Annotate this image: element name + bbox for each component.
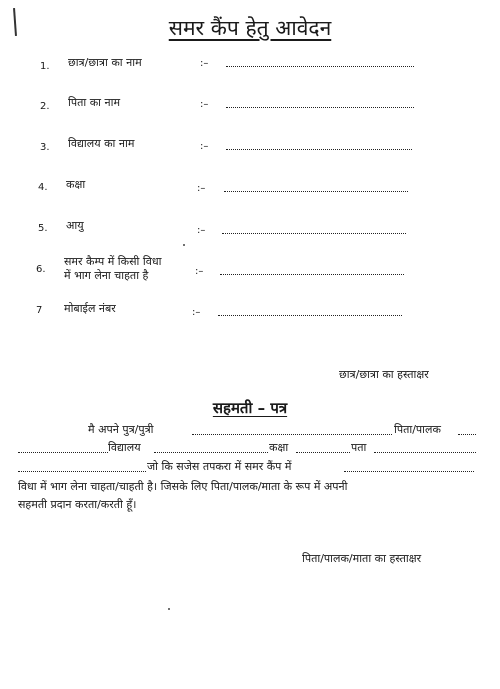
field-separator: :– bbox=[197, 225, 206, 236]
field-number: 6. bbox=[36, 264, 46, 275]
field-number: 7 bbox=[36, 305, 43, 316]
field-label-mobile-number: मोबाईल नंबर bbox=[64, 302, 116, 315]
school-name-input-line[interactable] bbox=[226, 149, 412, 150]
activity-name-input-line[interactable] bbox=[344, 471, 474, 472]
guardian-name-input-line[interactable] bbox=[458, 434, 476, 435]
school-input-line[interactable] bbox=[154, 452, 268, 453]
field-label-activity-line1: समर कैम्प में किसी विधा bbox=[64, 255, 162, 268]
field-separator: :– bbox=[197, 183, 206, 194]
consent-class-input-line[interactable] bbox=[296, 452, 350, 453]
field-label-father-name: पिता का नाम bbox=[68, 96, 121, 109]
field-label-school-name: विद्यालय का नाम bbox=[68, 137, 135, 150]
guardian-name-cont-input-line[interactable] bbox=[18, 452, 108, 453]
activity-input-line[interactable] bbox=[220, 274, 404, 275]
age-input-line[interactable] bbox=[222, 233, 406, 234]
field-number: 2. bbox=[40, 101, 50, 112]
father-name-input-line[interactable] bbox=[226, 107, 414, 108]
student-signature-label: छात्र/छात्रा का हस्ताक्षर bbox=[339, 368, 429, 381]
field-number: 3. bbox=[40, 142, 50, 153]
consent-line4: विधा में भाग लेना चाहता/चाहती है। जिसके लिए पिता/पालक/माता के रूप में अपनी bbox=[18, 480, 348, 493]
field-separator: :– bbox=[200, 99, 209, 110]
address-input-line[interactable] bbox=[374, 452, 476, 453]
student-name-input-line[interactable] bbox=[226, 66, 414, 67]
class-input-line[interactable] bbox=[224, 191, 408, 192]
field-separator: :– bbox=[192, 307, 201, 318]
consent-line1-start: मै अपने पुत्र/पुत्री bbox=[88, 423, 154, 436]
consent-school-label: विद्यालय bbox=[108, 441, 141, 454]
guardian-signature-label: पिता/पालक/माता का हस्ताक्षर bbox=[302, 552, 422, 565]
consent-line5: सहमती प्रदान करता/करती हूँ। bbox=[18, 498, 137, 511]
address-cont-input-line[interactable] bbox=[18, 471, 146, 472]
field-separator: :– bbox=[200, 141, 209, 152]
consent-class-label: कक्षा bbox=[269, 441, 289, 454]
child-name-input-line[interactable] bbox=[192, 434, 392, 435]
consent-line1-end: पिता/पालक bbox=[394, 423, 441, 436]
field-label-activity-line2: में भाग लेना चाहता है bbox=[64, 269, 149, 282]
field-number: 4. bbox=[38, 182, 48, 193]
field-number: 5. bbox=[38, 223, 48, 234]
field-number: 1. bbox=[40, 61, 50, 72]
ink-speck bbox=[168, 608, 170, 610]
consent-address-label: पता bbox=[351, 441, 367, 454]
mobile-number-input-line[interactable] bbox=[218, 315, 402, 316]
form-title: समर कैंप हेतु आवेदन bbox=[168, 16, 332, 40]
consent-line3-text: जो कि सजेस तपकरा में समर कैंप में bbox=[147, 460, 292, 473]
field-label-class: कक्षा bbox=[66, 178, 86, 191]
field-label-age: आयु bbox=[66, 219, 84, 232]
field-separator: :– bbox=[195, 266, 204, 277]
field-separator: :– bbox=[200, 58, 209, 69]
field-label-student-name: छात्र/छात्रा का नाम bbox=[68, 56, 142, 69]
consent-title: सहमती – पत्र bbox=[212, 399, 288, 417]
ink-speck bbox=[183, 244, 185, 246]
